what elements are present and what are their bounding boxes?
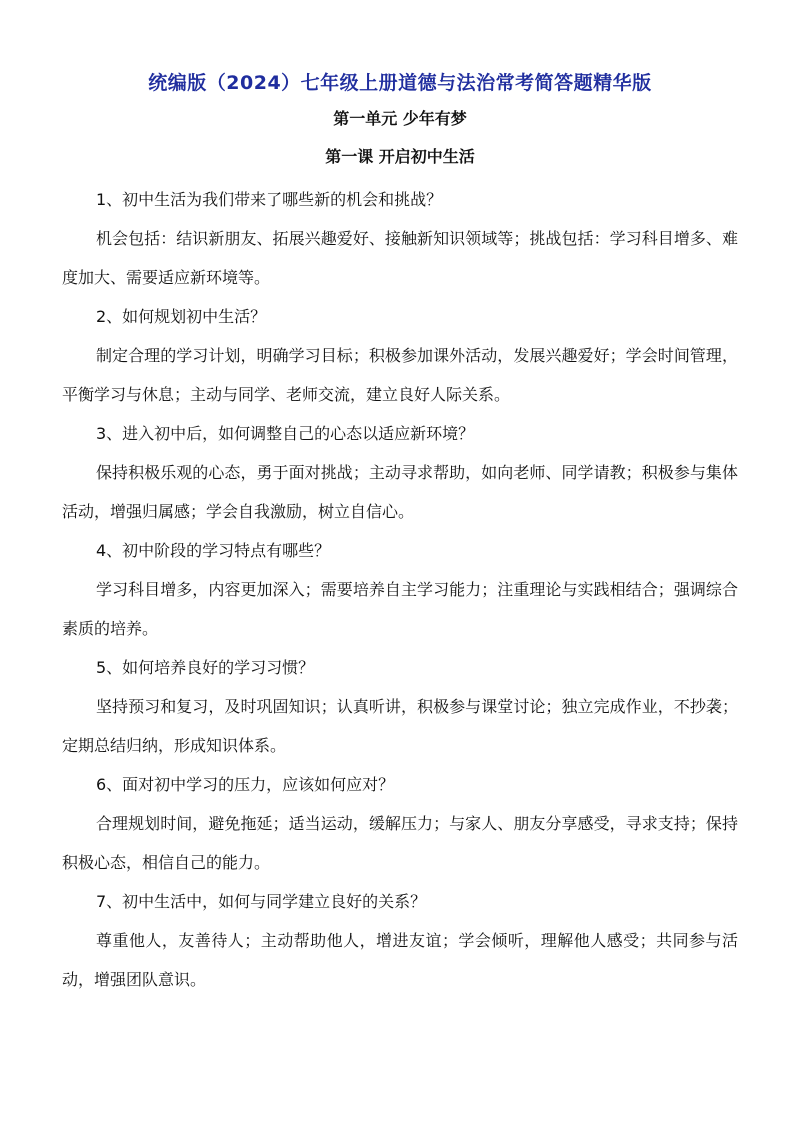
question-2: 2、如何规划初中生活？ bbox=[96, 307, 267, 326]
document-title: 统编版（2024）七年级上册道德与法治常考简答题精华版 bbox=[148, 72, 652, 94]
question-3: 3、进入初中后，如何调整自己的心态以适应新环境？ bbox=[96, 424, 475, 443]
answer-6: 合理规划时间，避免拖延；适当运动，缓解压力；与家人、朋友分享感受，寻求支持；保持积极心态，相信自己的能力。 bbox=[62, 814, 738, 872]
qa-item-2 bbox=[62, 297, 738, 414]
answer-2: 制定合理的学习计划，明确学习目标；积极参加课外活动，发展兴趣爱好；学会时间管理，平衡学习与休息；主动与同学、老师交流，建立良好人际关系。 bbox=[62, 346, 738, 404]
qa-item-7 bbox=[62, 882, 738, 999]
unit-title: 第一单元 少年有梦 bbox=[333, 109, 467, 128]
answer-7: 尊重他人，友善待人；主动帮助他人，增进友谊；学会倾听，理解他人感受；共同参与活动，增强团队意识。 bbox=[62, 931, 738, 989]
answer-5: 坚持预习和复习，及时巩固知识；认真听讲，积极参与课堂讨论；独立完成作业，不抄袭；定期总结归纳，形成知识体系。 bbox=[62, 697, 738, 755]
question-4: 4、初中阶段的学习特点有哪些？ bbox=[96, 541, 331, 560]
qa-item-1 bbox=[62, 180, 738, 297]
qa-item-3 bbox=[62, 414, 738, 531]
question-1: 1、初中生活为我们带来了哪些新的机会和挑战？ bbox=[96, 190, 443, 209]
lesson-title: 第一课 开启初中生活 bbox=[325, 147, 475, 166]
answer-1: 机会包括：结识新朋友、拓展兴趣爱好、接触新知识领域等；挑战包括：学习科目增多、难度加大、需要适应新环境等。 bbox=[62, 229, 738, 287]
question-6: 6、面对初中学习的压力，应该如何应对？ bbox=[96, 775, 395, 794]
qa-item-6 bbox=[62, 765, 738, 882]
answer-3: 保持积极乐观的心态，勇于面对挑战；主动寻求帮助，如向老师、同学请教；积极参与集体活动，增强归属感；学会自我激励，树立自信心。 bbox=[62, 463, 738, 521]
question-5: 5、如何培养良好的学习习惯？ bbox=[96, 658, 315, 677]
answer-4: 学习科目增多，内容更加深入；需要培养自主学习能力；注重理论与实践相结合；强调综合素质的培养。 bbox=[62, 580, 738, 638]
qa-item-4 bbox=[62, 531, 738, 648]
qa-item-5 bbox=[62, 648, 738, 765]
document-page bbox=[62, 66, 738, 999]
question-7: 7、初中生活中，如何与同学建立良好的关系？ bbox=[96, 892, 427, 911]
